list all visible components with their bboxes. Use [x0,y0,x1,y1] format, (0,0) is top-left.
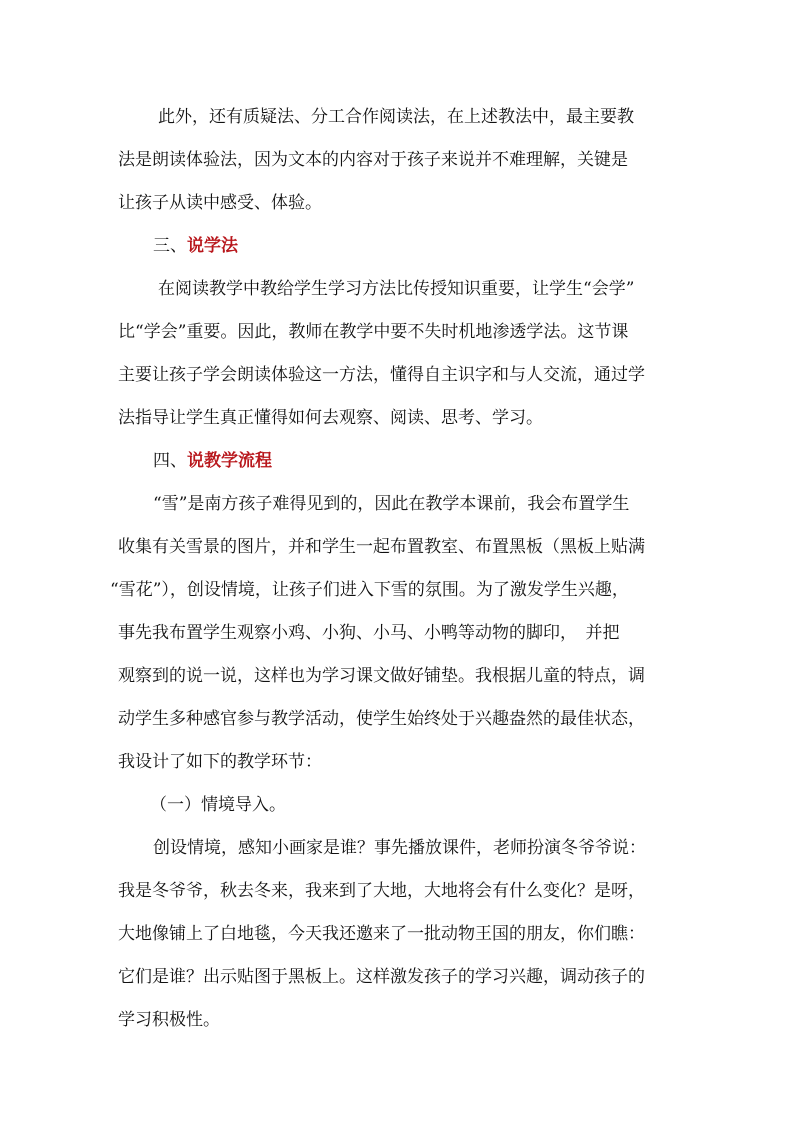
section-3-number: 三、 [153,236,187,256]
paragraph-4-line-2: 我是冬爷爷，秋去冬来，我来到了大地，大地将会有什么变化？是呀， [118,881,645,901]
paragraph-4-line-4: 它们是谁？出示贴图于黑板上。这样激发孩子的学习兴趣，调动孩子的 [118,967,645,987]
paragraph-3-line-5: 观察到的说一说，这样也为学习课文做好铺垫。我根据儿童的特点，调 [118,666,645,686]
paragraph-4-line-3: 大地像铺上了白地毯，今天我还邀来了一批动物王国的朋友，你们瞧： [118,924,645,944]
paragraph-2-line-1: 在阅读教学中教给学生学习方法比传授知识重要，让学生“会学” [158,279,635,299]
subsection-1-heading: （一）情境导入。 [150,795,286,815]
paragraph-3-line-6: 动学生多种感官参与教学活动，使学生始终处于兴趣盎然的最佳状态， [118,709,645,729]
paragraph-3-line-4: 事先我布置学生观察小鸡、小狗、小马、小鸭等动物的脚印， 并把 [118,623,620,643]
paragraph-2-line-3: 主要让孩子学会朗读体验这一方法，懂得自主识字和与人交流，通过学 [118,365,645,385]
paragraph-3-line-7: 我设计了如下的教学环节： [118,752,322,772]
paragraph-1-line-3: 让孩子从读中感受、体验。 [118,193,322,213]
paragraph-3-line-3: “雪花”），创设情境，让孩子们进入下雪的氛围。为了激发学生兴趣， [110,580,629,600]
paragraph-4-line-5: 学习积极性。 [118,1010,220,1030]
section-4-number: 四、 [153,451,187,471]
section-3-title: 说学法 [187,236,238,256]
section-4-heading [153,450,272,472]
section-3-heading [153,235,238,257]
paragraph-1-line-2: 法是朗读体验法，因为文本的内容对于孩子来说并不难理解，关键是 [118,150,628,170]
section-4-title: 说教学流程 [187,451,272,471]
paragraph-3-line-1: “雪”是南方孩子难得见到的，因此在教学本课前，我会布置学生 [153,494,630,514]
paragraph-4-line-1: 创设情境，感知小画家是谁？事先播放课件，老师扮演冬爷爷说： [153,838,646,858]
paragraph-2-line-2: 比“学会”重要。因此，教师在教学中要不失时机地渗透学法。这节课 [118,322,629,342]
paragraph-1-line-1: 此外，还有质疑法、分工合作阅读法，在上述教法中，最主要教 [158,107,634,127]
paragraph-2-line-4: 法指导让学生真正懂得如何去观察、阅读、思考、学习。 [118,408,543,428]
paragraph-3-line-2: 收集有关雪景的图片，并和学生一起布置教室、布置黑板（黑板上贴满 [118,537,645,557]
